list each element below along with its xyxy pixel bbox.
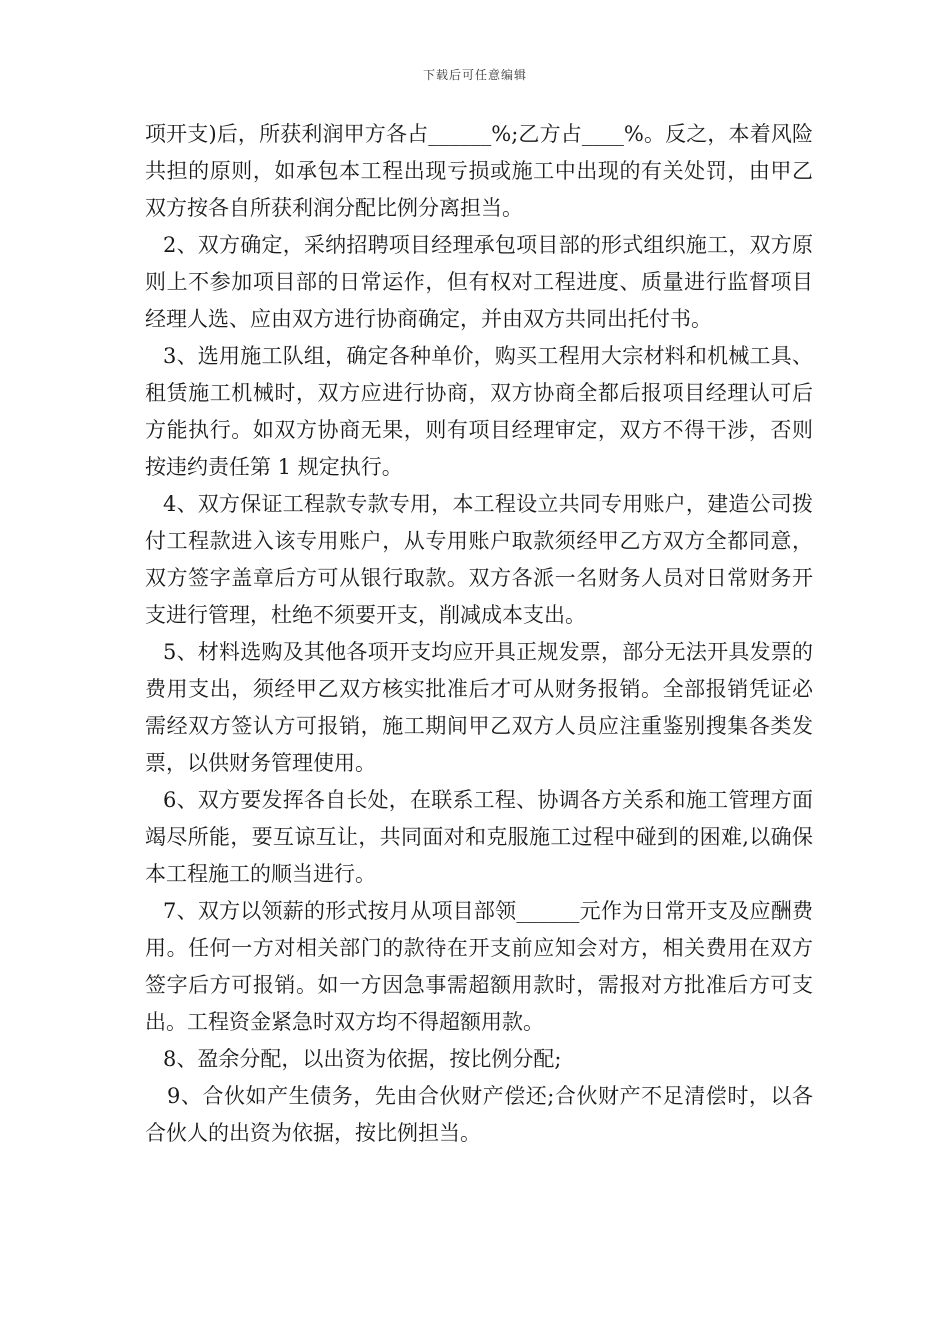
header-note: 下载后可任意编辑: [422, 68, 527, 82]
paragraph-continuation: 项开支)后，所获利润甲方各占______%;乙方占____%。反之，本着风险共担的原则，如承包本工程出现亏损或施工中出现的有关处罚，由甲乙双方按各自所获利润分配比例分离担当。: [145, 122, 813, 220]
paragraph-item-2: 2、双方确定，采纳招聘项目经理承包项目部的形式组织施工，双方原则上不参加项目部的日常运作，但有权对工程进度、质量进行监督项目经理人选、应由双方进行协商确定，并由双方共同出托付书。: [145, 233, 813, 331]
paragraph-item-8: 8、盈余分配，以出资为依据，按比例分配;: [163, 1047, 562, 1071]
paragraph-item-9: 9、合伙如产生债务，先由合伙财产偿还;合伙财产不足清偿时，以各合伙人的出资为依据，按比例担当。: [145, 1084, 813, 1145]
paragraph-item-5: 5、材料选购及其他各项开支均应开具正规发票，部分无法开具发票的费用支出，须经甲乙双方核实批准后才可从财务报销。全部报销凭证必需经双方签认方可报销，施工期间甲乙双方人员应注重鉴别搜集各类发票，以供财务管理使用。: [145, 640, 813, 775]
paragraph-item-4: 4、双方保证工程款专款专用，本工程设立共同专用账户，建造公司拨付工程款进入该专用账户，从专用账户取款须经甲乙方双方全都同意，双方签字盖章后方可从银行取款。双方各派一名财务人员对日常财务开支进行管理，杜绝不须要开支，削减成本支出。: [145, 492, 813, 627]
paragraph-item-3: 3、选用施工队组，确定各种单价，购买工程用大宗材料和机械工具、租赁施工机械时，双方应进行协商，双方协商全都后报项目经理认可后方能执行。如双方协商无果，则有项目经理审定，双方不得干涉，否则按违约责任第 1 规定执行。: [145, 344, 813, 479]
paragraph-item-6: 6、双方要发挥各自长处，在联系工程、协调各方关系和施工管理方面竭尽所能，要互谅互让，共同面对和克服施工过程中碰到的困难,以确保本工程施工的顺当进行。: [145, 788, 813, 886]
paragraph-item-7: 7、双方以领薪的形式按月从项目部领______元作为日常开支及应酬费用。任何一方对相关部门的款待在开支前应知会对方，相关费用在双方签字后方可报销。如一方因急事需超额用款时，需报对方批准后方可支出。工程资金紧急时双方均不得超额用款。: [145, 899, 813, 1034]
document-body: [145, 116, 813, 1152]
